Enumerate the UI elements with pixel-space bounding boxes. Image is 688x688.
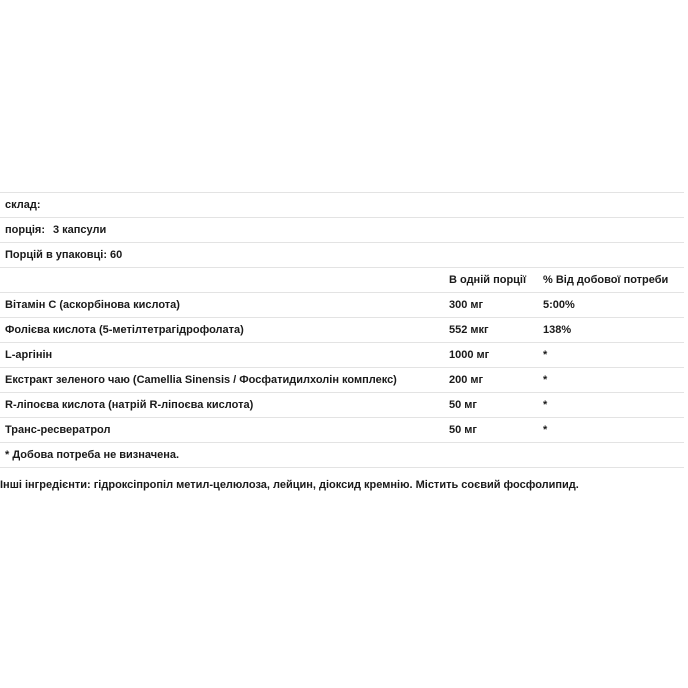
- ingredient-amount: 200 мг: [449, 374, 484, 386]
- ingredient-name: Вітамін С (аскорбінова кислота): [5, 299, 180, 311]
- ingredient-name: Екстракт зеленого чаю (Camellia Sinensis / Фосфатидилхолін комплекс): [5, 374, 397, 386]
- ingredient-amount: 1000 мг: [449, 349, 490, 361]
- ingredient-name: R-ліпоєва кислота (натрій R-ліпоєва кислота): [5, 399, 254, 411]
- composition-label: склад:: [5, 199, 41, 211]
- ingredient-amount: 50 мг: [449, 424, 478, 436]
- ingredient-amount: 552 мкг: [449, 324, 489, 336]
- ingredient-name: Транс-ресвератрол: [5, 424, 111, 436]
- serving-label: порція:: [5, 224, 45, 236]
- other-ingredients: Інші інгредієнти: гідроксіпропіл метил-целюлоза, лейцин, діоксид кремнію. Містить соєвий фосфолипид.: [0, 479, 579, 491]
- servings-per-container: Порцій в упаковці: 60: [5, 249, 123, 261]
- ingredient-dv: 5:00%: [543, 299, 575, 311]
- serving-row: [0, 218, 684, 243]
- header-per-serving: В одній порції: [449, 274, 527, 286]
- table-row: [0, 393, 684, 418]
- ingredient-dv: 138%: [543, 324, 572, 336]
- table-header-row: [0, 268, 684, 293]
- ingredient-dv: *: [543, 424, 548, 436]
- footnote: * Добова потреба не визначена.: [5, 449, 180, 461]
- header-daily-value: % Від добової потреби: [543, 274, 669, 286]
- ingredient-name: Фолієва кислота (5-метілтетрагідрофолата): [5, 324, 244, 336]
- ingredient-dv: *: [543, 374, 548, 386]
- servings-per-container-row: [0, 243, 684, 268]
- table-row: [0, 418, 684, 443]
- ingredient-dv: *: [543, 349, 548, 361]
- composition-row: [0, 193, 684, 218]
- table-row: [0, 343, 684, 368]
- ingredient-name: L-аргінін: [5, 349, 53, 361]
- ingredient-amount: 300 мг: [449, 299, 484, 311]
- table-row: [0, 318, 684, 343]
- supplement-facts-table: [0, 192, 684, 468]
- table-row: [0, 293, 684, 318]
- ingredient-dv: *: [543, 399, 548, 411]
- serving-value: 3 капсули: [52, 224, 107, 236]
- footnote-row: [0, 443, 684, 468]
- ingredient-amount: 50 мг: [449, 399, 478, 411]
- table-row: [0, 368, 684, 393]
